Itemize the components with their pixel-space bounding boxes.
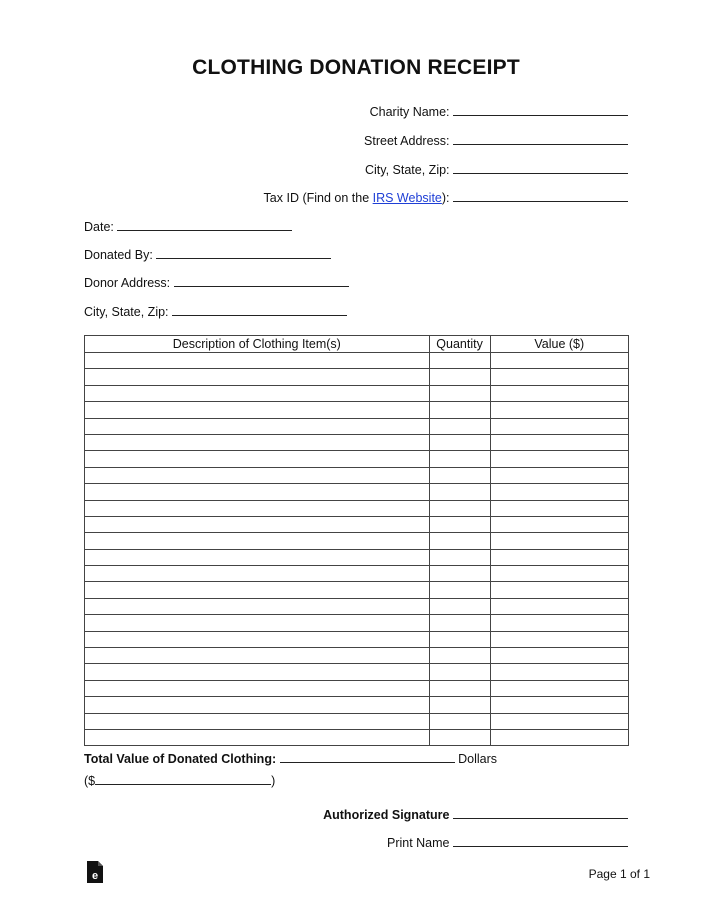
total-amount-field[interactable] — [84, 772, 275, 789]
table-row — [85, 582, 629, 598]
description-cell[interactable] — [85, 484, 430, 500]
value-cell[interactable] — [490, 648, 628, 664]
description-cell[interactable] — [85, 680, 430, 696]
table-row — [85, 385, 629, 401]
quantity-cell[interactable] — [429, 664, 490, 680]
table-row — [85, 516, 629, 532]
donor-city-label: City, State, Zip: — [84, 305, 169, 319]
authorized-signature-line[interactable] — [453, 806, 628, 819]
description-cell[interactable] — [85, 648, 430, 664]
donated-by-field[interactable] — [84, 246, 331, 263]
table-header-row — [85, 336, 629, 353]
table-row — [85, 484, 629, 500]
description-cell[interactable] — [85, 697, 430, 713]
charity-city-field[interactable] — [365, 161, 628, 178]
description-cell[interactable] — [85, 451, 430, 467]
description-cell[interactable] — [85, 582, 430, 598]
quantity-cell[interactable] — [429, 385, 490, 401]
value-cell[interactable] — [490, 402, 628, 418]
quantity-cell[interactable] — [429, 680, 490, 696]
table-row — [85, 353, 629, 369]
value-cell[interactable] — [490, 434, 628, 450]
value-cell[interactable] — [490, 484, 628, 500]
table-row — [85, 533, 629, 549]
table-row — [85, 680, 629, 696]
description-cell[interactable] — [85, 631, 430, 647]
table-row — [85, 598, 629, 614]
tax-id-prefix: Tax ID (Find on the — [263, 191, 373, 205]
total-value-field[interactable] — [84, 750, 497, 767]
description-cell[interactable] — [85, 566, 430, 582]
amount-line[interactable] — [95, 772, 271, 785]
quantity-cell[interactable] — [429, 729, 490, 745]
total-value-label: Total Value of Donated Clothing: — [84, 752, 277, 766]
irs-website-link[interactable]: IRS Website — [372, 191, 442, 205]
donor-address-label: Donor Address: — [84, 276, 171, 290]
quantity-cell[interactable] — [429, 451, 490, 467]
value-cell[interactable] — [490, 549, 628, 565]
quantity-cell[interactable] — [429, 566, 490, 582]
table-row — [85, 631, 629, 647]
date-field[interactable] — [84, 218, 292, 235]
table-row — [85, 418, 629, 434]
description-cell[interactable] — [85, 500, 430, 516]
street-address-field[interactable] — [364, 132, 628, 149]
description-cell[interactable] — [85, 516, 430, 532]
quantity-cell[interactable] — [429, 598, 490, 614]
table-row — [85, 549, 629, 565]
print-name-line[interactable] — [453, 834, 628, 847]
eforms-logo-icon — [86, 860, 104, 884]
quantity-cell[interactable] — [429, 549, 490, 565]
quantity-cell[interactable] — [429, 615, 490, 631]
table-row — [85, 467, 629, 483]
value-cell[interactable] — [490, 418, 628, 434]
amount-close: ) — [271, 774, 276, 788]
charity-name-label: Charity Name: — [369, 105, 450, 119]
quantity-cell[interactable] — [429, 516, 490, 532]
document-title: CLOTHING DONATION RECEIPT — [192, 56, 520, 79]
tax-id-field[interactable] — [264, 189, 628, 206]
quantity-cell[interactable] — [429, 369, 490, 385]
table-row — [85, 402, 629, 418]
value-cell[interactable] — [490, 369, 628, 385]
quantity-cell[interactable] — [429, 402, 490, 418]
value-cell[interactable] — [490, 680, 628, 696]
total-value-line[interactable] — [280, 750, 455, 763]
description-cell[interactable] — [85, 713, 430, 729]
value-cell[interactable] — [490, 729, 628, 745]
date-label: Date: — [84, 220, 114, 234]
table-row — [85, 697, 629, 713]
charity-name-field[interactable] — [370, 103, 628, 120]
value-cell[interactable] — [490, 500, 628, 516]
quantity-cell[interactable] — [429, 631, 490, 647]
value-cell[interactable] — [490, 353, 628, 369]
quantity-cell[interactable] — [429, 484, 490, 500]
value-cell[interactable] — [490, 533, 628, 549]
table-row — [85, 369, 629, 385]
description-header: Description of Clothing Item(s) — [85, 336, 430, 353]
quantity-cell[interactable] — [429, 533, 490, 549]
quantity-cell[interactable] — [429, 418, 490, 434]
description-cell[interactable] — [85, 598, 430, 614]
street-address-label: Street Address: — [364, 134, 450, 148]
total-value-suffix: Dollars — [458, 752, 497, 766]
value-cell[interactable] — [490, 385, 628, 401]
quantity-cell[interactable] — [429, 500, 490, 516]
clothing-items-table — [84, 335, 629, 746]
description-cell[interactable] — [85, 549, 430, 565]
table-row — [85, 451, 629, 467]
quantity-cell[interactable] — [429, 434, 490, 450]
value-cell[interactable] — [490, 697, 628, 713]
description-cell[interactable] — [85, 615, 430, 631]
value-cell[interactable] — [490, 516, 628, 532]
table-row — [85, 713, 629, 729]
donated-by-line[interactable] — [156, 246, 331, 259]
value-cell[interactable] — [490, 631, 628, 647]
table-row — [85, 664, 629, 680]
quantity-cell[interactable] — [429, 467, 490, 483]
donor-city-line[interactable] — [172, 303, 347, 316]
description-cell[interactable] — [85, 385, 430, 401]
quantity-cell[interactable] — [429, 353, 490, 369]
table-row — [85, 566, 629, 582]
description-cell[interactable] — [85, 467, 430, 483]
quantity-header: Quantity — [429, 336, 490, 353]
table-row — [85, 648, 629, 664]
page-number: Page 1 of 1 — [588, 867, 650, 881]
quantity-cell[interactable] — [429, 713, 490, 729]
date-line[interactable] — [117, 218, 292, 231]
table-row — [85, 500, 629, 516]
value-cell[interactable] — [490, 598, 628, 614]
authorized-signature-label: Authorized Signature — [323, 808, 450, 822]
value-cell[interactable] — [490, 566, 628, 582]
value-cell[interactable] — [490, 664, 628, 680]
value-cell[interactable] — [490, 451, 628, 467]
description-cell[interactable] — [85, 402, 430, 418]
description-cell[interactable] — [85, 729, 430, 745]
value-cell[interactable] — [490, 615, 628, 631]
value-cell[interactable] — [490, 467, 628, 483]
value-cell[interactable] — [490, 713, 628, 729]
print-name-label: Print Name — [386, 836, 450, 850]
donor-address-line[interactable] — [174, 274, 349, 287]
description-cell[interactable] — [85, 434, 430, 450]
description-cell[interactable] — [85, 353, 430, 369]
table-body — [85, 353, 629, 746]
table-row — [85, 615, 629, 631]
quantity-cell[interactable] — [429, 648, 490, 664]
table-row — [85, 434, 629, 450]
value-cell[interactable] — [490, 582, 628, 598]
print-name-field[interactable] — [387, 834, 628, 851]
charity-name-line[interactable] — [453, 103, 628, 116]
quantity-cell[interactable] — [429, 582, 490, 598]
tax-id-suffix: ): — [441, 191, 450, 205]
donor-city-field[interactable] — [84, 303, 347, 320]
description-cell[interactable] — [85, 664, 430, 680]
quantity-cell[interactable] — [429, 697, 490, 713]
amount-open: ($ — [84, 774, 96, 788]
donor-address-field[interactable] — [84, 274, 349, 291]
tax-id-line[interactable] — [453, 189, 628, 202]
description-cell[interactable] — [85, 418, 430, 434]
description-cell[interactable] — [85, 369, 430, 385]
charity-city-line[interactable] — [453, 161, 628, 174]
table-row — [85, 729, 629, 745]
street-address-line[interactable] — [453, 132, 628, 145]
svg-text:e: e — [91, 870, 99, 882]
authorized-signature-field[interactable] — [323, 806, 628, 823]
value-header: Value ($) — [490, 336, 628, 353]
description-cell[interactable] — [85, 533, 430, 549]
donated-by-label: Donated By: — [84, 248, 153, 262]
charity-city-label: City, State, Zip: — [365, 163, 450, 177]
